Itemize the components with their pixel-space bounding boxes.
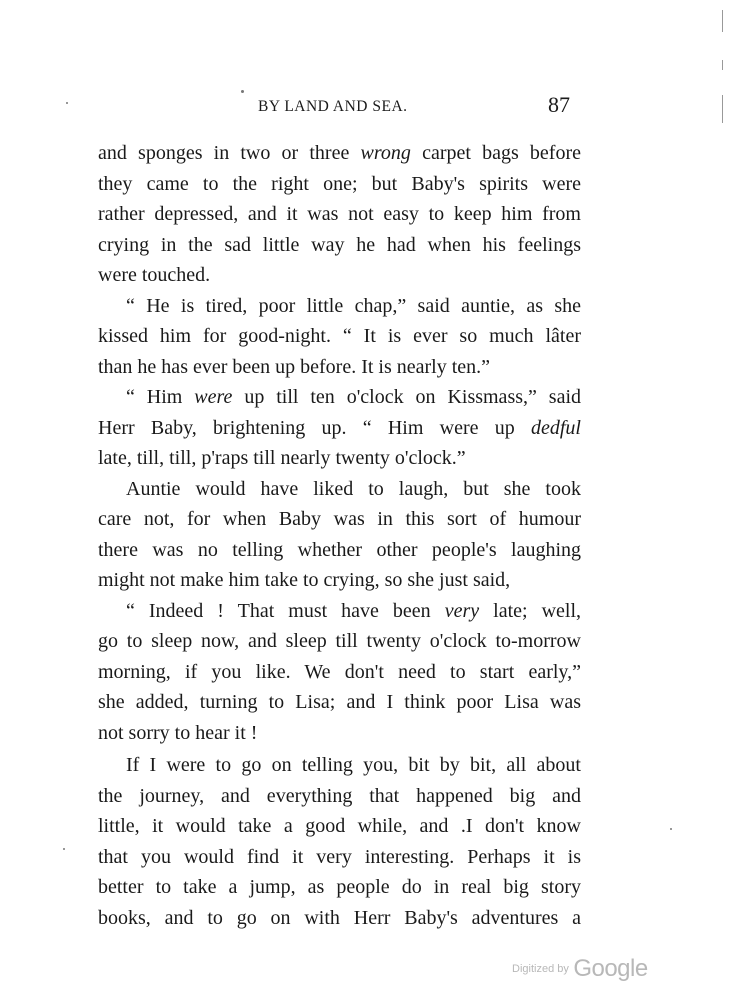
text-line-10: Herr Baby, brightening up. “ Him were up dedful <box>98 416 581 439</box>
scan-edge-mark <box>722 10 723 32</box>
text-line-2: they came to the right one; but Baby's spirits were <box>98 172 581 195</box>
text-line-15: might not make him take to crying, so she just said, <box>98 569 511 591</box>
text-line-5: were touched. <box>98 264 211 286</box>
digitized-by-google-watermark <box>512 955 648 983</box>
text-line-11: late, till, till, p'raps till nearly twenty o'clock.” <box>98 447 466 469</box>
italic-emphasis: were <box>194 386 233 408</box>
scan-edge-mark <box>722 95 723 123</box>
text-line-6: “ He is tired, poor little chap,” said auntie, as she <box>126 294 581 317</box>
text-line-25: better to take a jump, as people do in real big story <box>98 876 581 898</box>
text-line-12: Auntie would have liked to laugh, but she took <box>126 477 581 500</box>
google-logo: Google <box>573 955 648 982</box>
ink-speck <box>66 102 68 104</box>
text-line-7: kissed him for good-night. “ It is ever so much lâter <box>98 325 581 347</box>
text-line-20: not sorry to hear it ! <box>98 721 258 744</box>
scan-edge-mark <box>722 60 723 70</box>
text-line-22: the journey, and everything that happened big and <box>98 784 581 807</box>
page-number: 87 <box>548 92 570 117</box>
text-line-4: crying in the sad little way he had when his feelings <box>98 233 581 256</box>
text-line-3: rather depressed, and it was not easy to keep him from <box>98 203 581 225</box>
body-text <box>98 138 581 933</box>
text-line-18: morning, if you like. We don't need to start early,” <box>98 660 581 683</box>
ink-speck <box>241 90 244 93</box>
italic-emphasis: wrong <box>360 142 411 164</box>
ink-speck <box>670 828 672 830</box>
ink-speck <box>63 848 65 850</box>
text-line-13: care not, for when Baby was in this sort of humour <box>98 508 581 530</box>
text-line-19: she added, turning to Lisa; and I think poor Lisa was <box>98 691 581 713</box>
text-line-16: “ Indeed ! That must have been very late; well, <box>126 599 581 622</box>
italic-emphasis: very <box>444 599 480 622</box>
text-line-14: there was no telling whether other people's laughing <box>98 538 581 561</box>
text-line-8: than he has ever been up before. It is nearly ten.” <box>98 355 491 378</box>
text-line-9: “ Him were up till ten o'clock on Kissmass,” said <box>126 386 582 408</box>
text-line-21: If I were to go on telling you, bit by bit, all about <box>126 754 581 776</box>
text-line-23: little, it would take a good while, and .I don't know <box>98 815 581 837</box>
text-line-17: go to sleep now, and sleep till twenty o'clock to-morrow <box>98 630 581 652</box>
text-line-26: books, and to go on with Herr Baby's adventures a <box>98 906 581 929</box>
text-line-1: and sponges in two or three wrong carpet bags before <box>98 142 581 164</box>
running-head: BY LAND AND SEA. <box>258 98 408 115</box>
text-line-24: that you would find it very interesting. Perhaps it is <box>98 845 581 868</box>
italic-emphasis: dedful <box>531 416 581 439</box>
watermark-prefix: Digitized by <box>512 963 569 975</box>
